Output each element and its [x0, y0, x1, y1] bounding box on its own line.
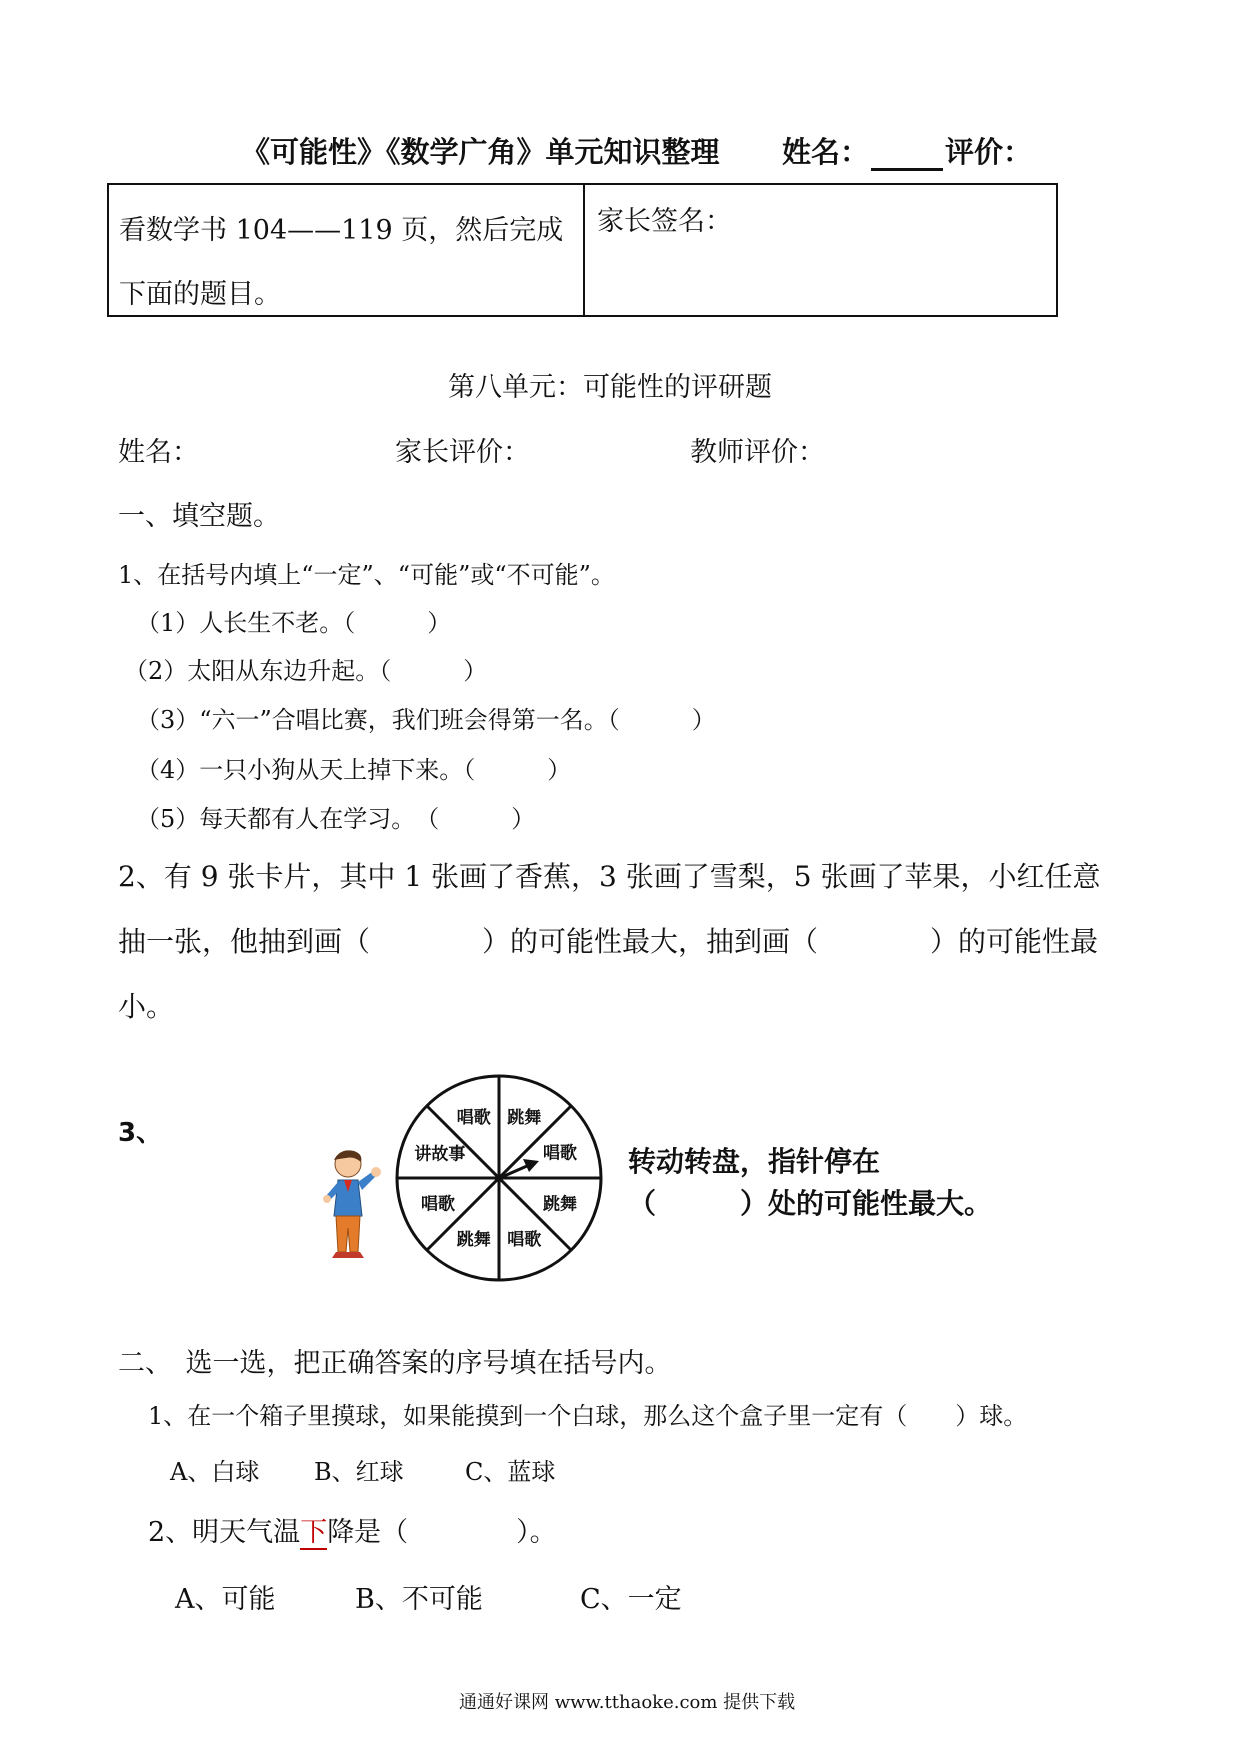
student-name-label[interactable]: 姓名： — [118, 437, 199, 468]
parent-signature-label[interactable]: 家长签名： — [597, 206, 732, 237]
teacher-eval-label[interactable]: 教师评价： — [690, 437, 825, 468]
page-title-line — [241, 130, 1032, 171]
s2-q1-option-c[interactable]: C、蓝球 — [465, 1458, 556, 1486]
s2-q2-prompt[interactable] — [148, 1510, 557, 1549]
name-label: 姓名： — [781, 135, 869, 169]
q1-item-4[interactable]: （4）一只小狗从天上掉下来。（ ） — [136, 756, 572, 784]
q3-text-line-1: 转动转盘，指针停在 — [628, 1145, 881, 1178]
instruction-text: 看数学书 104——119 页，然后完成下面的题目。 — [109, 185, 585, 315]
q1-item-3[interactable]: （3）“六一”合唱比赛，我们班会得第一名。（ ） — [136, 706, 716, 734]
wheel-label: 讲故事 — [414, 1144, 466, 1165]
q1-item-5[interactable]: （5）每天都有人在学习。 （ ） — [136, 805, 536, 833]
eval-label: 评价： — [944, 135, 1032, 169]
q1-item-2[interactable]: （2）太阳从东边升起。（ ） — [124, 657, 488, 685]
wheel-label: 唱歌 — [456, 1108, 491, 1129]
s2-q2-option-c[interactable]: C、一定 — [580, 1584, 682, 1615]
q3-text-line-2[interactable]: （ ）处的可能性最大。 — [628, 1187, 993, 1220]
q1-item-1[interactable]: （1）人长生不老。（ ） — [136, 609, 452, 637]
wheel-label: 唱歌 — [421, 1194, 456, 1215]
q3-number: 3、 — [118, 1118, 163, 1148]
name-blank[interactable] — [871, 140, 943, 171]
s2-q2-marked-char: 下 — [300, 1517, 328, 1548]
q2-line-3: 小。 — [118, 990, 175, 1023]
s2-q2-prompt-post: 降是（ ）。 — [327, 1517, 557, 1548]
page-title: 《可能性》《数学广角》单元知识整理 — [241, 135, 720, 169]
s2-q1-option-b[interactable]: B、红球 — [314, 1458, 404, 1486]
s2-q2-option-a[interactable]: A、可能 — [175, 1584, 276, 1615]
section1-heading: 一、填空题。 — [118, 501, 280, 532]
s2-q2-option-b[interactable]: B、不可能 — [355, 1584, 483, 1615]
s2-q2-prompt-pre: 2、明天气温 — [148, 1517, 301, 1548]
instruction-box — [107, 183, 1058, 317]
q1-prompt: 1、在括号内填上“一定”、“可能”或“不可能”。 — [118, 561, 615, 589]
q2-line-2[interactable]: 抽一张，他抽到画（ ）的可能性最大，抽到画（ ）的可能性最 — [118, 925, 1099, 958]
parent-eval-label[interactable]: 家长评价： — [395, 437, 530, 468]
unit-title: 第八单元：可能性的评研题 — [448, 372, 772, 403]
wheel-label: 唱歌 — [507, 1229, 542, 1250]
s2-q1-prompt[interactable]: 1、在一个箱子里摸球，如果能摸到一个白球，那么这个盒子里一定有（ ）球。 — [148, 1402, 1028, 1430]
wheel-label: 跳舞 — [456, 1229, 491, 1250]
spinner-wheel-graphic — [393, 1072, 605, 1284]
wheel-label: 唱歌 — [542, 1143, 577, 1164]
wheel-label: 跳舞 — [542, 1194, 577, 1215]
section2-heading: 二、 选一选，把正确答案的序号填在括号内。 — [118, 1348, 672, 1379]
footer-text: 通通好课网 www.tthaoke.com 提供下载 — [459, 1692, 796, 1713]
wheel-label: 跳舞 — [507, 1108, 542, 1129]
s2-q1-option-a[interactable]: A、白球 — [170, 1458, 260, 1486]
spinner-wheel — [393, 1072, 605, 1284]
boy-illustration-icon — [318, 1148, 384, 1268]
q2-line-1: 2、有 9 张卡片，其中 1 张画了香蕉，3 张画了雪梨，5 张画了苹果，小红任意 — [118, 860, 1101, 893]
